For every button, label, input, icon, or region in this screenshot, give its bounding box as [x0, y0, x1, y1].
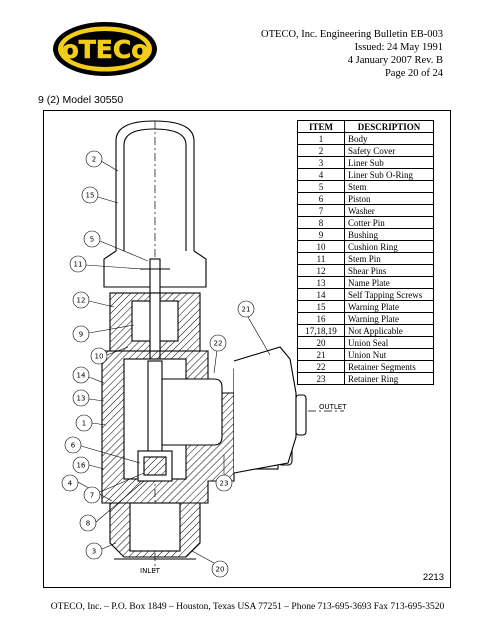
- balloon-21: [238, 301, 270, 355]
- table-row: [298, 169, 434, 181]
- table-row: [298, 313, 434, 325]
- svg-text:16: 16: [76, 461, 86, 470]
- item-number: 5: [298, 181, 345, 193]
- item-description: Warning Plate: [345, 313, 434, 325]
- figure-box: [43, 110, 451, 588]
- svg-text:20: 20: [215, 565, 225, 574]
- item-description: Union Nut: [345, 349, 434, 361]
- svg-text:3: 3: [91, 547, 97, 556]
- table-row: [298, 325, 434, 337]
- item-number: 9: [298, 229, 345, 241]
- item-description: Safety Cover: [345, 145, 434, 157]
- item-number: 17,18,19: [298, 325, 345, 337]
- figure-number: 2213: [422, 572, 444, 583]
- table-row: [298, 337, 434, 349]
- table-row: [298, 289, 434, 301]
- item-description: Self Tapping Screws: [345, 289, 434, 301]
- oteco-logo: [52, 20, 158, 78]
- balloon-11: [70, 256, 142, 272]
- item-number: 14: [298, 289, 345, 301]
- issue-date: Issued: 24 May 1991: [354, 42, 443, 53]
- item-number: 22: [298, 361, 345, 373]
- table-row: [298, 373, 434, 385]
- table-row: [298, 361, 434, 373]
- item-description: Bushing: [345, 229, 434, 241]
- item-number: 2: [298, 145, 345, 157]
- item-description: Washer: [345, 205, 434, 217]
- table-row: [298, 157, 434, 169]
- svg-text:6: 6: [70, 441, 76, 450]
- item-number: 12: [298, 265, 345, 277]
- table-row: [298, 265, 434, 277]
- page-footer: OTECO, Inc. – P.O. Box 1849 – Houston, Texas USA 77251 – Phone 713-695-3693 Fax 713-695-3520: [50, 602, 445, 612]
- table-row: [298, 301, 434, 313]
- inlet-label: INLET: [140, 567, 160, 575]
- balloon-20: [192, 551, 228, 577]
- item-description: Liner Sub: [345, 157, 434, 169]
- table-row: [298, 229, 434, 241]
- item-number: 20: [298, 337, 345, 349]
- table-row: [298, 133, 434, 145]
- table-row: [298, 349, 434, 361]
- bulletin-title: OTECO, Inc. Engineering Bulletin EB-003: [261, 29, 443, 40]
- balloon-22: [210, 335, 226, 373]
- svg-text:9: 9: [78, 330, 84, 339]
- balloon-15: [82, 187, 118, 203]
- balloon-2: [86, 151, 118, 171]
- svg-text:15: 15: [85, 191, 95, 200]
- svg-text:1: 1: [81, 419, 87, 428]
- column-header-description: DESCRIPTION: [345, 121, 434, 133]
- revision-date: 4 January 2007 Rev. B: [347, 55, 443, 66]
- svg-text:7: 7: [89, 491, 95, 500]
- svg-text:4: 4: [67, 479, 73, 488]
- svg-text:11: 11: [73, 260, 83, 269]
- table-row: [298, 241, 434, 253]
- svg-text:10: 10: [94, 352, 104, 361]
- balloon-14: [73, 367, 104, 383]
- item-description: Stem: [345, 181, 434, 193]
- balloon-13: [73, 390, 104, 406]
- balloon-3: [86, 543, 116, 559]
- parts-table: [297, 120, 434, 385]
- item-description: Body: [345, 133, 434, 145]
- svg-text:oTECo: oTECo: [61, 35, 149, 64]
- item-number: 21: [298, 349, 345, 361]
- svg-text:14: 14: [76, 371, 86, 380]
- item-description: Retainer Segments: [345, 361, 434, 373]
- item-number: 8: [298, 217, 345, 229]
- item-description: Not Applicable: [345, 325, 434, 337]
- item-description: Shear Pins: [345, 265, 434, 277]
- outlet-label: OUTLET: [319, 403, 347, 411]
- item-number: 7: [298, 205, 345, 217]
- table-row: [298, 277, 434, 289]
- item-description: Name Plate: [345, 277, 434, 289]
- item-number: 23: [298, 373, 345, 385]
- svg-text:5: 5: [89, 235, 95, 244]
- item-description: Liner Sub O-Ring: [345, 169, 434, 181]
- balloon-16: [73, 457, 104, 473]
- item-number: 6: [298, 193, 345, 205]
- item-number: 4: [298, 169, 345, 181]
- section-heading: 9 (2) Model 30550: [38, 94, 124, 106]
- item-description: Stem Pin: [345, 253, 434, 265]
- item-description: Union Seal: [345, 337, 434, 349]
- table-row: [298, 253, 434, 265]
- svg-text:12: 12: [76, 296, 86, 305]
- item-description: Cushion Ring: [345, 241, 434, 253]
- item-number: 1: [298, 133, 345, 145]
- parts-table-header: [298, 121, 434, 133]
- svg-text:22: 22: [213, 339, 223, 348]
- item-description: Cotter Pin: [345, 217, 434, 229]
- item-number: 11: [298, 253, 345, 265]
- item-description: Warning Plate: [345, 301, 434, 313]
- balloon-12: [73, 292, 114, 308]
- svg-text:2: 2: [91, 155, 97, 164]
- item-number: 15: [298, 301, 345, 313]
- item-number: 10: [298, 241, 345, 253]
- table-row: [298, 217, 434, 229]
- svg-text:13: 13: [76, 394, 86, 403]
- table-row: [298, 145, 434, 157]
- svg-text:8: 8: [85, 519, 91, 528]
- table-row: [298, 181, 434, 193]
- svg-text:23: 23: [219, 479, 229, 488]
- item-number: 3: [298, 157, 345, 169]
- page-number: Page 20 of 24: [384, 68, 443, 79]
- document-header: [261, 28, 443, 80]
- item-description: Retainer Ring: [345, 373, 434, 385]
- column-header-item: ITEM: [298, 121, 345, 133]
- table-row: [298, 205, 434, 217]
- item-number: 16: [298, 313, 345, 325]
- table-row: [298, 193, 434, 205]
- item-description: Piston: [345, 193, 434, 205]
- svg-text:21: 21: [241, 305, 251, 314]
- item-number: 13: [298, 277, 345, 289]
